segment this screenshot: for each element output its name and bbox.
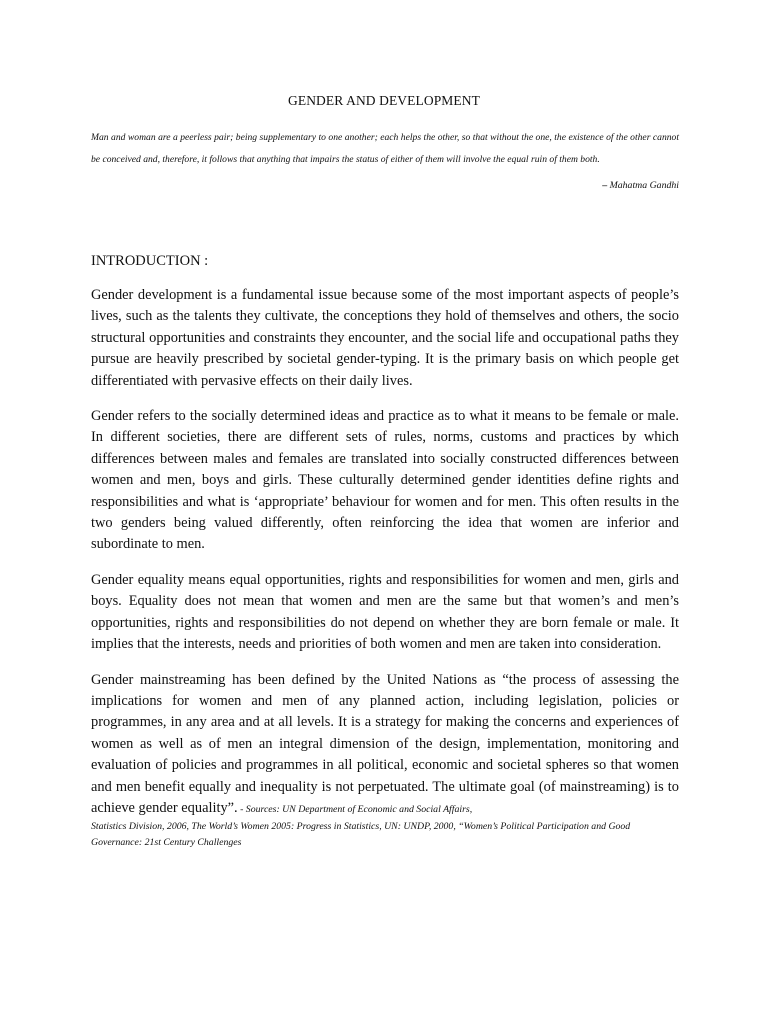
- paragraph-1: Gender development is a fundamental issue because some of the most important aspects of people’s lives, such as the talents they cultivate, the conceptions they hold of themselves and others, the socio structural opportunities and constraints they encounter, and the social life and occupational paths they pursue are heavily prescribed by societal gender-typing. It is the primary basis on which people get differentiated with pervasive effects on their daily lives.: [91, 287, 679, 389]
- source-citation-start: - Sources: UN Department of Economic and Social Affairs,: [237, 803, 473, 815]
- source-citation-line-2: Governance: 21st Century Challenges: [91, 837, 242, 849]
- attribution-dash: –: [602, 180, 608, 191]
- paragraph-2: Gender refers to the socially determined ideas and practice as to what it means to be female or male. In different societies, there are different sets of rules, norms, customs and practices by which differences between males and females are translated into socially constructed differences between women and men, boys and girls. These culturally determined gender identities define rights and responsibilities and what is ‘appropriate’ behaviour for women and for men. This often results in the two genders being valued differently, often reinforcing the idea that women are inferior and subordinate to men.: [91, 408, 679, 553]
- epigraph-attribution: [91, 180, 679, 191]
- epigraph-quote: Man and woman are a peerless pair; being supplementary to one another; each helps the other, so that without the one, the existence of the other cannot be conceived and, therefore, it follows that anything that impairs the status of either of them will involve the equal ruin of them both.: [91, 132, 679, 165]
- paragraph-4: [91, 670, 679, 820]
- attribution-name: Mahatma Gandhi: [609, 180, 679, 191]
- document-title: GENDER AND DEVELOPMENT: [288, 93, 480, 108]
- body-text: [91, 285, 679, 851]
- paragraph-4-text: Gender mainstreaming has been defined by the United Nations as “the process of assessing the implications for women and men of any planned action, including legislation, policies or programmes, in any area and at all levels. It is a strategy for making the concerns and experiences of women as well as of men an integral dimension of the design, implementation, monitoring and evaluation of policies and programmes in all political, economic and societal spheres so that women and men benefit equally and inequality is not perpetuated. The ultimate goal (of mainstreaming) is to achieve gender equality”.: [91, 671, 679, 816]
- section-heading: INTRODUCTION :: [91, 253, 209, 269]
- source-citation-line-1: Statistics Division, 2006, The World’s Women 2005: Progress in Statistics, UN: UNDP, 2000, “Women’s Political Participation and Good: [91, 821, 631, 833]
- paragraph-3: Gender equality means equal opportunities, rights and responsibilities for women and men, girls and boys. Equality does not mean that women and men are the same but that women’s and men’s opportunities, rights and responsibilities do not depend on whether they are born female or male. It implies that the interests, needs and priorities of both women and men are taken into consideration.: [91, 571, 679, 653]
